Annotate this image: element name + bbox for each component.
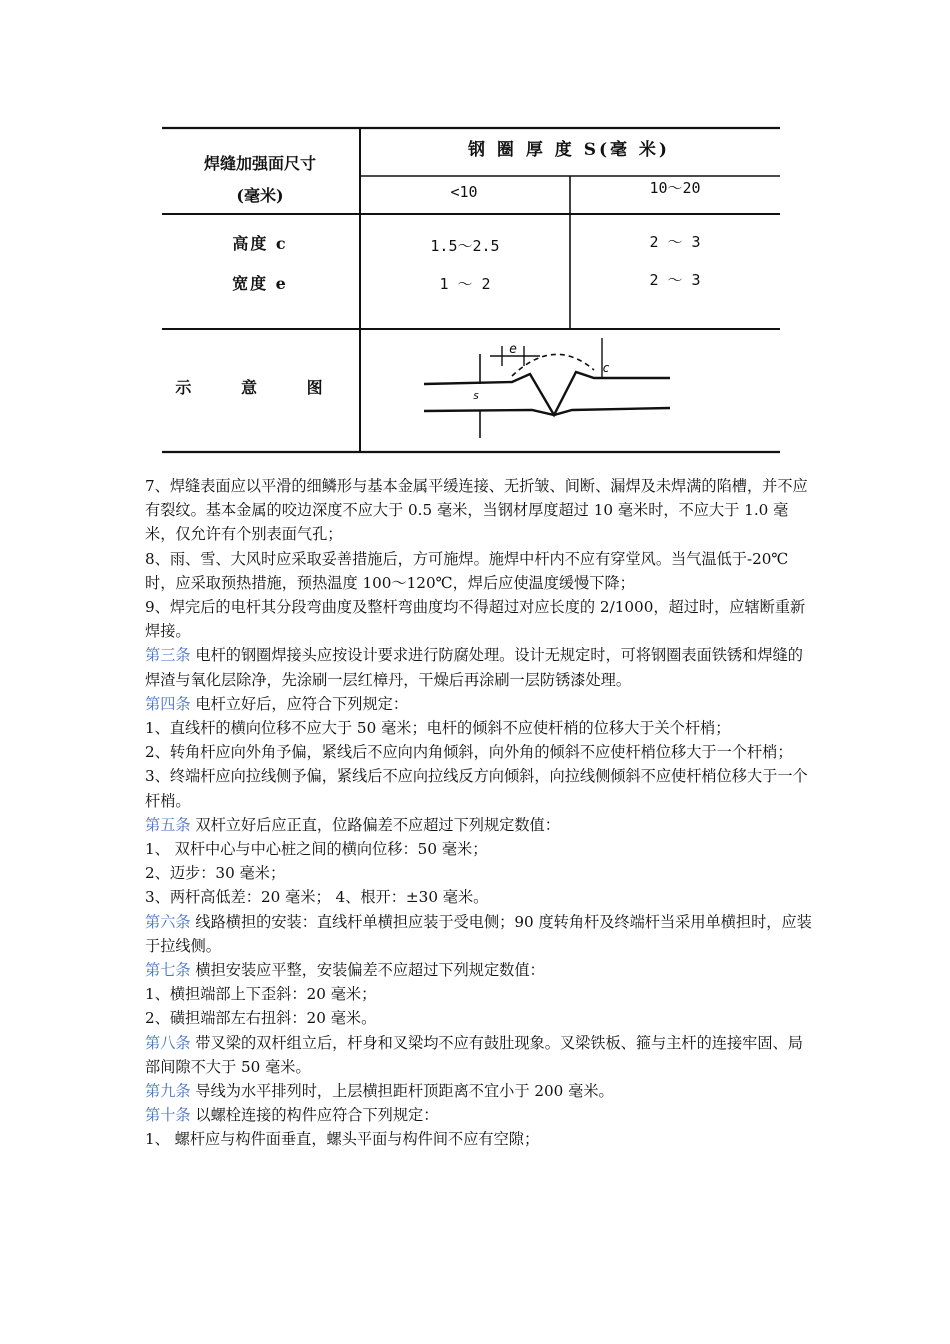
article-heading: 第九条 [145, 1082, 191, 1101]
paragraph-text: 2、转角杆应向外角予偏，紧线后不应向内角倾斜，向外角的倾斜不应使杆梢位移大于一个杆梢； [145, 743, 793, 762]
paragraph [145, 764, 815, 812]
paragraph-text: 9、焊完后的电杆其分段弯曲度及整杆弯曲度均不得超过对应长度的 2/1000，超过时，应辖断重新焊接。 [145, 598, 806, 641]
table-header-weld-size [162, 148, 358, 212]
column-header-lt10: <10 [450, 183, 478, 201]
table-header-ring-thickness: 钢 圈 厚 度 S(毫 米) [468, 140, 670, 160]
row-label-height: 高度 c [232, 234, 288, 253]
weld-table-figure [162, 126, 780, 454]
paragraph-text: 7、焊缝表面应以平滑的细鳞形与基本金属平缓连接、无折皱、间断、漏焊及未焊满的陷槽，并不应有裂纹。基本金属的咬边深度不应大于 0.5 毫米，当钢材厚度超过 10 毫米时，不应大于 1.0 毫米，仅允许有个别表面气孔； [145, 477, 808, 544]
row-height-value-1: 1.5～2.5 [430, 237, 500, 255]
paragraph [145, 1127, 815, 1151]
article-heading: 第四条 [145, 694, 191, 713]
paragraph [145, 813, 815, 837]
row-height-value-2: 2 ～ 3 [649, 233, 701, 251]
paragraph [145, 595, 815, 643]
article-heading: 第八条 [145, 1033, 191, 1052]
schematic-label: 示 意 图 [175, 378, 345, 397]
paragraph-text: 线路横担的安装：直线杆单横担应装于受电侧；90 度转角杆及终端杆当采用单横担时，应装于拉线侧。 [145, 912, 812, 955]
document-body [145, 474, 815, 1152]
paragraph-text: 1、直线杆的横向位移不应大于 50 毫米；电杆的倾斜不应使杆梢的位移大于关个杆梢； [145, 719, 731, 738]
paragraph [145, 1079, 815, 1103]
paragraph [145, 1103, 815, 1127]
paragraph [145, 1006, 815, 1030]
article-heading: 第三条 [145, 646, 191, 665]
paragraph [145, 474, 815, 547]
paragraph-text: 2、磺担端部左右扭斜：20 毫米。 [145, 1009, 377, 1028]
paragraph-text: 以螺栓连接的构件应符合下列规定： [190, 1106, 439, 1125]
paragraph [145, 740, 815, 764]
article-heading: 第十条 [145, 1106, 191, 1125]
article-heading: 第六条 [145, 912, 191, 931]
header-left-line1: 焊缝加强面尺寸 [203, 154, 316, 173]
article-heading: 第五条 [145, 815, 191, 834]
paragraph-text: 横担安装应平整，安装偏差不应超过下列规定数值： [190, 961, 545, 980]
paragraph [145, 1031, 815, 1079]
row-width-value-1: 1 ～ 2 [439, 275, 491, 293]
paragraph-text: 电杆立好后，应符合下列规定： [190, 694, 409, 713]
paragraph-text: 电杆的钢圈焊接头应按设计要求进行防腐处理。设计无规定时，可将钢圈表面铁锈和焊缝的焊渣与氧化层除净，先涂刷一层红樟丹，干燥后再涂刷一层防锈漆处理。 [145, 646, 803, 689]
paragraph-text: 1、 双杆中心与中心桩之间的横向位移：50 毫米； [145, 840, 488, 859]
paragraph [145, 958, 815, 982]
paragraph [145, 910, 815, 958]
paragraph-text: 导线为水平排列时，上层横担距杆顶距离不宜小于 200 毫米。 [190, 1082, 614, 1101]
paragraph [145, 716, 815, 740]
paragraph [145, 885, 815, 909]
paragraph [145, 692, 815, 716]
row-label-width: 宽度 e [232, 274, 288, 293]
article-heading: 第七条 [145, 961, 191, 980]
schematic-mark-s: s [472, 389, 480, 402]
row-width-value-2: 2 ～ 3 [649, 271, 701, 289]
paragraph-text: 8、雨、雪、大风时应采取妥善措施后，方可施焊。施焊中杆内不应有穿堂风。当气温低于-20℃时，应采取预热措施，预热温度 100～120℃，焊后应使温度缓慢下降； [145, 549, 789, 592]
paragraph-text: 1、 螺杆应与构件面垂直，螺头平面与构件间不应有空隙； [145, 1130, 540, 1149]
paragraph-text: 2、迈步：30 毫米； [145, 864, 286, 883]
paragraph [145, 982, 815, 1006]
paragraph [145, 861, 815, 885]
weld-schematic-diagram [424, 338, 670, 438]
paragraph [145, 837, 815, 861]
schematic-mark-e: e [509, 342, 517, 357]
schematic-mark-c: c [602, 361, 610, 375]
paragraph-text: 3、终端杆应向拉线侧予偏，紧线后不应向拉线反方向倾斜，向拉线侧倾斜不应使杆梢位移大于一个杆梢。 [145, 767, 808, 810]
paragraph [145, 547, 815, 595]
paragraph-text: 双杆立好后应正直，位路偏差不应超过下列规定数值： [190, 815, 560, 834]
header-left-line2: (毫米) [236, 186, 284, 205]
paragraph [145, 643, 815, 691]
paragraph-text: 带叉梁的双杆组立后，杆身和叉梁均不应有鼓肚现象。叉梁铁板、箍与主杆的连接牢固、局部间隙不大于 50 毫米。 [145, 1033, 803, 1076]
column-header-10-20: 10～20 [649, 179, 701, 197]
paragraph-text: 3、两杆高低差：20 毫米； 4、根开：±30 毫米。 [145, 888, 489, 907]
paragraph-text: 1、横担端部上下歪斜：20 毫米； [145, 985, 377, 1004]
